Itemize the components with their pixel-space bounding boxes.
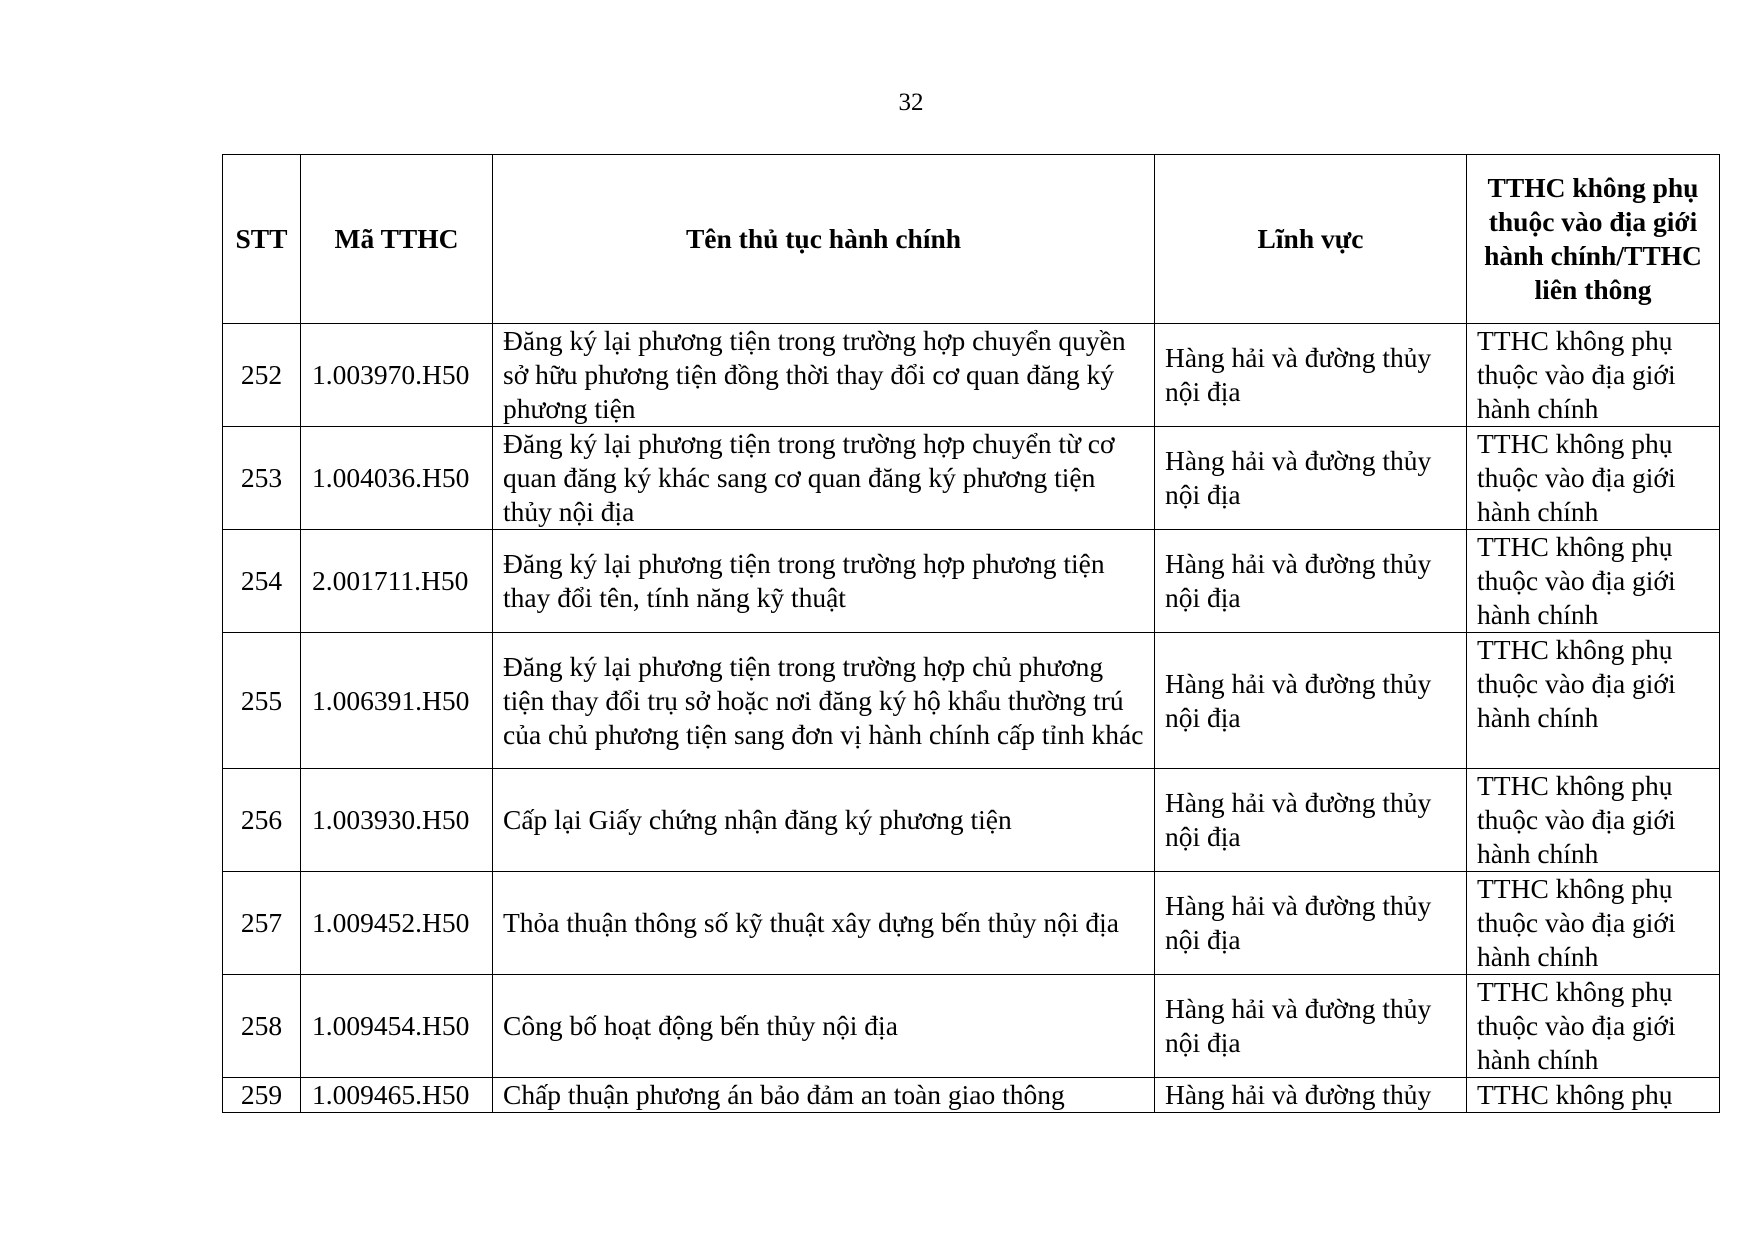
row-name: Cấp lại Giấy chứng nhận đăng ký phương tiện [493,769,1155,872]
row-stt: 255 [223,633,301,769]
table-header-row [223,155,1720,324]
row-field: Hàng hải và đường thủy [1155,1078,1467,1113]
row-scope: TTHC không phụ thuộc vào địa giới hành chính [1467,530,1720,633]
row-code: 1.006391.H50 [301,633,493,769]
row-scope: TTHC không phụ thuộc vào địa giới hành chính [1467,324,1720,427]
row-field: Hàng hải và đường thủy nội địa [1155,530,1467,633]
table-row [223,324,1720,427]
row-field: Hàng hải và đường thủy nội địa [1155,769,1467,872]
row-name: Chấp thuận phương án bảo đảm an toàn giao thông [493,1078,1155,1113]
row-code: 1.003930.H50 [301,769,493,872]
row-scope: TTHC không phụ thuộc vào địa giới hành chính [1467,872,1720,975]
row-scope: TTHC không phụ thuộc vào địa giới hành chính [1467,769,1720,872]
table-row [223,530,1720,633]
row-scope: TTHC không phụ thuộc vào địa giới hành chính [1467,427,1720,530]
row-code: 2.001711.H50 [301,530,493,633]
header-name: Tên thủ tục hành chính [493,155,1155,324]
table-row [223,1078,1720,1113]
row-field: Hàng hải và đường thủy nội địa [1155,324,1467,427]
row-code: 1.009452.H50 [301,872,493,975]
row-name: Công bố hoạt động bến thủy nội địa [493,975,1155,1078]
row-stt: 257 [223,872,301,975]
page-number: 32 [898,89,924,116]
header-code: Mã TTHC [301,155,493,324]
row-code: 1.009465.H50 [301,1078,493,1113]
header-field: Lĩnh vực [1155,155,1467,324]
row-stt: 258 [223,975,301,1078]
row-stt: 259 [223,1078,301,1113]
table-row [223,872,1720,975]
header-scope: TTHC không phụ thuộc vào địa giới hành chính/TTHC liên thông [1467,155,1720,324]
row-scope: TTHC không phụ thuộc vào địa giới hành chính [1467,975,1720,1078]
row-code: 1.003970.H50 [301,324,493,427]
row-field: Hàng hải và đường thủy nội địa [1155,975,1467,1078]
row-field: Hàng hải và đường thủy nội địa [1155,633,1467,769]
row-field: Hàng hải và đường thủy nội địa [1155,872,1467,975]
row-name: Đăng ký lại phương tiện trong trường hợp chủ phương tiện thay đổi trụ sở hoặc nơi đăng ký hộ khẩu thường trú của chủ phương tiện sang đơn vị hành chính cấp tỉnh khác [493,633,1155,769]
row-scope: TTHC không phụ thuộc vào địa giới hành chính [1467,633,1720,769]
row-name: Đăng ký lại phương tiện trong trường hợp phương tiện thay đổi tên, tính năng kỹ thuật [493,530,1155,633]
row-stt: 253 [223,427,301,530]
row-name: Đăng ký lại phương tiện trong trường hợp chuyển từ cơ quan đăng ký khác sang cơ quan đăng ký phương tiện thủy nội địa [493,427,1155,530]
table-row [223,633,1720,769]
table-row [223,769,1720,872]
row-stt: 252 [223,324,301,427]
header-stt: STT [223,155,301,324]
row-name: Thỏa thuận thông số kỹ thuật xây dựng bến thủy nội địa [493,872,1155,975]
table-row [223,975,1720,1078]
row-scope: TTHC không phụ [1467,1078,1720,1113]
procedures-table [222,154,1720,1113]
row-code: 1.009454.H50 [301,975,493,1078]
row-code: 1.004036.H50 [301,427,493,530]
row-stt: 254 [223,530,301,633]
table-row [223,427,1720,530]
row-name: Đăng ký lại phương tiện trong trường hợp chuyển quyền sở hữu phương tiện đồng thời thay đổi cơ quan đăng ký phương tiện [493,324,1155,427]
row-field: Hàng hải và đường thủy nội địa [1155,427,1467,530]
row-stt: 256 [223,769,301,872]
